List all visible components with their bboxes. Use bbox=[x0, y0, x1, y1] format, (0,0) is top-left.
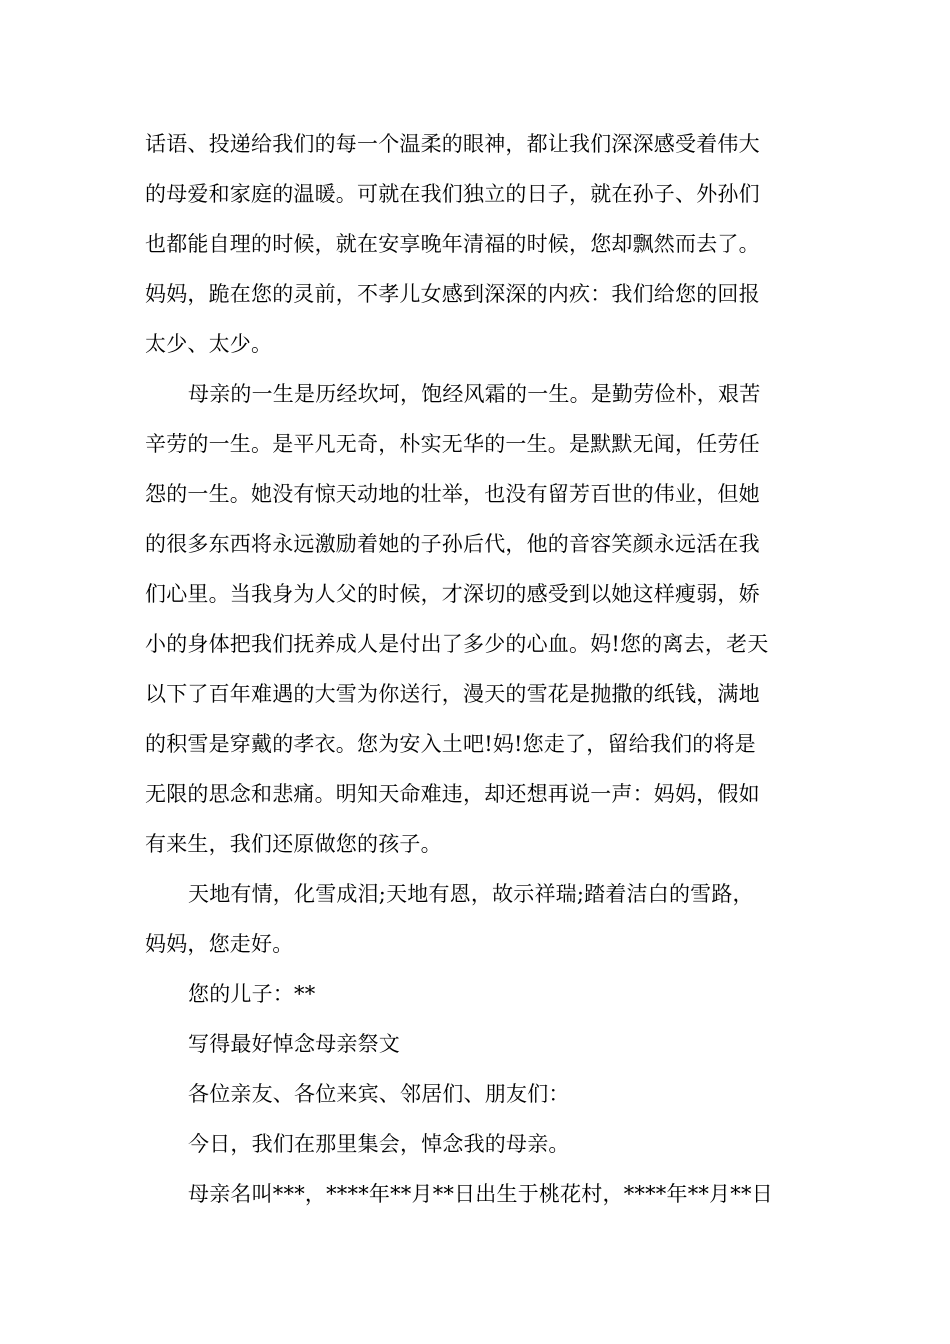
text-line: 无限的思念和悲痛。明知天命难违，却还想再说一声：妈妈，假如 bbox=[145, 782, 760, 806]
biography-line: 母亲名叫***，****年**月**日出生于桃花村，****年**月**日 bbox=[188, 1182, 773, 1206]
section-title: 写得最好悼念母亲祭文 bbox=[188, 1032, 400, 1056]
text-line: 太少、太少。 bbox=[145, 332, 273, 356]
opening-line: 今日，我们在那里集会，悼念我的母亲。 bbox=[188, 1132, 570, 1156]
text-line: 小的身体把我们抚养成人是付出了多少的心血。妈!您的离去，老天 bbox=[145, 632, 769, 656]
paragraph-farewell bbox=[145, 876, 810, 976]
text-line: 话语、投递给我们的每一个温柔的眼神，都让我们深深感受着伟大 bbox=[145, 132, 760, 156]
text-line: 辛劳的一生。是平凡无奇，朴实无华的一生。是默默无闻，任劳任 bbox=[145, 432, 760, 456]
text-line: 有来生，我们还原做您的孩子。 bbox=[145, 832, 442, 856]
text-line: 妈妈，您走好。 bbox=[145, 932, 294, 956]
text-line: 怨的一生。她没有惊天动地的壮举，也没有留芳百世的伟业，但她 bbox=[145, 482, 760, 506]
text-line: 以下了百年难遇的大雪为你送行，漫天的雪花是抛撒的纸钱，满地 bbox=[145, 682, 760, 706]
text-line: 的母爱和家庭的温暖。可就在我们独立的日子，就在孙子、外孙们 bbox=[145, 182, 760, 206]
text-line: 天地有情，化雪成泪;天地有恩，故示祥瑞;踏着洁白的雪路， bbox=[188, 882, 754, 906]
signature: 您的儿子：** bbox=[188, 982, 316, 1006]
text-line: 的很多东西将永远激励着她的子孙后代，他的音容笑颜永远活在我 bbox=[145, 532, 760, 556]
text-line: 们心里。当我身为人父的时候，才深切的感受到以她这样瘦弱，娇 bbox=[145, 582, 760, 606]
document-body bbox=[145, 126, 810, 1226]
text-line: 也都能自理的时候，就在安享晚年清福的时候，您却飘然而去了。 bbox=[145, 232, 760, 256]
paragraph-mother-life bbox=[145, 376, 810, 876]
text-line: 母亲的一生是历经坎坷，饱经风霜的一生。是勤劳俭朴，艰苦 bbox=[188, 382, 761, 406]
text-line: 妈妈，跪在您的灵前，不孝儿女感到深深的内疚：我们给您的回报 bbox=[145, 282, 760, 306]
text-line: 的积雪是穿戴的孝衣。您为安入土吧!妈!您走了，留给我们的将是 bbox=[145, 732, 756, 756]
paragraph-mother-love bbox=[145, 126, 810, 376]
greeting: 各位亲友、各位来宾、邻居们、朋友们： bbox=[188, 1082, 570, 1106]
